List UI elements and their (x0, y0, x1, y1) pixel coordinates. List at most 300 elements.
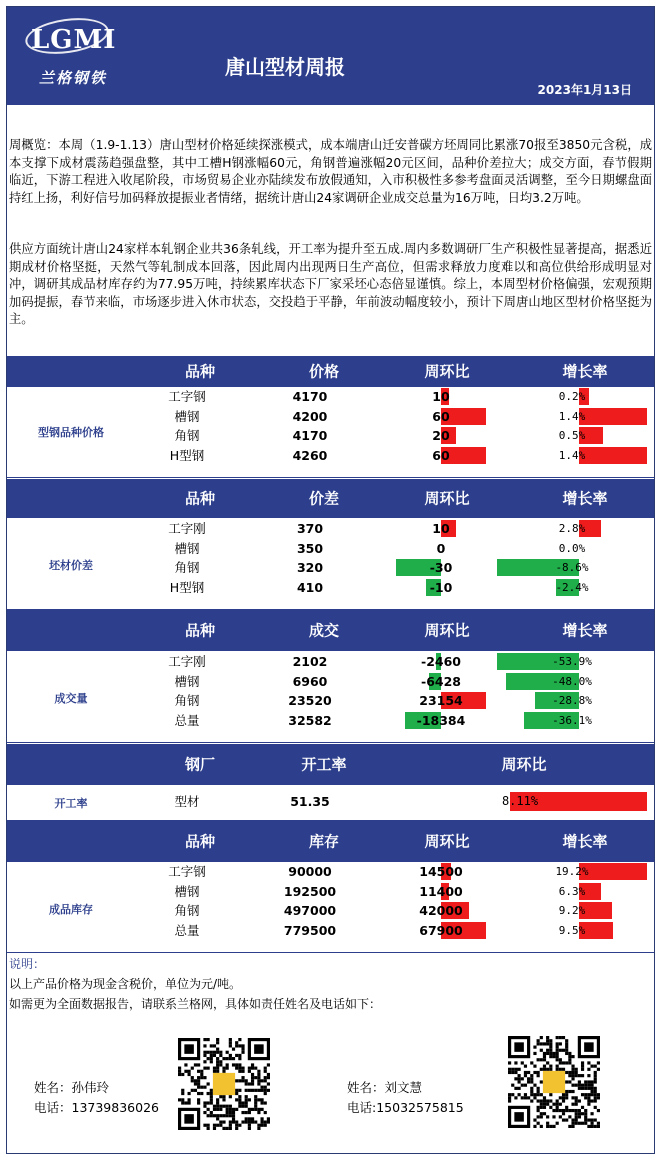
qr-module (571, 1090, 574, 1093)
qr-module (203, 1051, 206, 1054)
change-value: 0 (436, 540, 446, 556)
qr-module (241, 1111, 244, 1114)
qr-module (514, 1068, 517, 1071)
change-cell (396, 862, 486, 881)
qr-module (568, 1090, 571, 1093)
qr-module (226, 1067, 229, 1070)
report-title: 唐山型材周报 (225, 55, 345, 79)
qr-module (222, 1098, 225, 1101)
qr-module (556, 1058, 559, 1061)
qr-module (226, 1063, 229, 1066)
column-header: 品种 (184, 832, 216, 851)
change-value: 10 (432, 521, 450, 536)
qr-module (540, 1103, 543, 1106)
qr-module (267, 1089, 270, 1092)
rate-cell (497, 446, 647, 465)
qr-module (210, 1095, 213, 1098)
table-row (0, 652, 647, 671)
qr-module (549, 1099, 552, 1102)
qr-module (597, 1096, 600, 1099)
qr-module (565, 1080, 568, 1083)
column-header: 增长率 (562, 489, 608, 508)
qr-module (546, 1125, 549, 1128)
qr-module (546, 1115, 549, 1118)
qr-module (229, 1095, 232, 1098)
qr-module (248, 1117, 251, 1120)
rate-cell (497, 691, 647, 710)
row-value: 370 (296, 521, 324, 536)
change-cell (396, 407, 486, 426)
change-value: 60 (432, 408, 450, 424)
qr-module (219, 1108, 222, 1111)
qr-module (232, 1057, 235, 1060)
qr-module (248, 1067, 251, 1070)
qr-module (210, 1111, 213, 1114)
column-header: 价差 (308, 489, 340, 508)
qr-module (254, 1067, 257, 1070)
qr-module (571, 1055, 574, 1058)
qr-module (530, 1080, 533, 1083)
qr-module (546, 1099, 549, 1102)
qr-module (216, 1108, 219, 1111)
qr-module (514, 1071, 517, 1074)
qr-module (556, 1065, 559, 1068)
qr-module (518, 1087, 521, 1090)
qr-module (568, 1061, 571, 1064)
qr-module (562, 1096, 565, 1099)
row-value: 4260 (292, 447, 328, 463)
qr-module (590, 1087, 593, 1090)
qr-module (562, 1109, 565, 1112)
qr-module (581, 1065, 584, 1068)
qr-module (543, 1103, 546, 1106)
qr-module (511, 1093, 514, 1096)
qr-module (546, 1103, 549, 1106)
column-header: 开工率 (301, 755, 347, 774)
qr-module (232, 1117, 235, 1120)
qr-module (575, 1122, 578, 1125)
qr-module (524, 1065, 527, 1068)
qr-module (254, 1076, 257, 1079)
qr-module (584, 1080, 587, 1083)
change-value: -6428 (421, 673, 461, 689)
qr-module (241, 1067, 244, 1070)
qr-module (537, 1109, 540, 1112)
qr-module (251, 1079, 254, 1082)
qr-module (571, 1109, 574, 1112)
qr-module (559, 1096, 562, 1099)
qr-module (546, 1122, 549, 1125)
qr-module (594, 1074, 597, 1077)
qr-module (232, 1048, 235, 1051)
qr-module (203, 1067, 206, 1070)
qr-module (207, 1101, 210, 1104)
row-value: 779500 (283, 922, 337, 938)
qr-module (543, 1058, 546, 1061)
qr-module (565, 1052, 568, 1055)
row-name: 总量 (174, 712, 200, 728)
qr-module (245, 1117, 248, 1120)
qr-module (575, 1118, 578, 1121)
qr-module (568, 1080, 571, 1083)
table-row (0, 407, 647, 426)
qr-module (210, 1057, 213, 1060)
qr-module (267, 1117, 270, 1120)
qr-module (226, 1051, 229, 1054)
qr-module (213, 1105, 216, 1108)
rate-value: 0.0% (558, 541, 586, 555)
row-value: 4170 (292, 389, 328, 404)
column-header: 增长率 (562, 832, 608, 851)
contact-1-phone: 电话：13739836026 (34, 1100, 159, 1115)
qr-module (590, 1118, 593, 1121)
qr-module (571, 1071, 574, 1074)
qr-finder-core (514, 1042, 524, 1052)
qr-module (543, 1106, 546, 1109)
qr-module (232, 1114, 235, 1117)
qr-module (207, 1051, 210, 1054)
qr-module (511, 1068, 514, 1071)
qr-module (184, 1101, 187, 1104)
row-name: 总量 (174, 922, 200, 938)
qr-module (248, 1127, 251, 1130)
qr-module (549, 1093, 552, 1096)
table-row (0, 426, 647, 445)
qr-module (229, 1108, 232, 1111)
qr-module (238, 1070, 241, 1073)
qr-module (597, 1061, 600, 1064)
qr-module (594, 1099, 597, 1102)
qr-module (594, 1090, 597, 1093)
qr-module (540, 1125, 543, 1128)
qr-module (549, 1106, 552, 1109)
table-row (0, 711, 647, 730)
qr-module (219, 1124, 222, 1127)
change-cell (396, 711, 486, 730)
row-value: 23520 (288, 693, 332, 708)
qr-module (267, 1082, 270, 1085)
qr-module (562, 1112, 565, 1115)
rate-cell (497, 921, 647, 940)
qr-module (584, 1084, 587, 1087)
table-row (0, 446, 647, 465)
rate-value: -53.9% (552, 655, 592, 668)
table-row (0, 921, 647, 940)
rate-cell (497, 519, 647, 538)
qr-module (594, 1080, 597, 1083)
qr-module (245, 1105, 248, 1108)
qr-module (197, 1092, 200, 1095)
qr-module (216, 1060, 219, 1063)
row-value: 410 (296, 579, 324, 595)
qr-module (267, 1073, 270, 1076)
qr-module (578, 1109, 581, 1112)
rate-cell (497, 652, 647, 671)
qr-module (260, 1079, 263, 1082)
qr-module (207, 1127, 210, 1130)
qr-module (543, 1055, 546, 1058)
qr-module (226, 1127, 229, 1130)
qr-module (235, 1108, 238, 1111)
qr-module (232, 1063, 235, 1066)
change-value: -10 (429, 579, 453, 595)
qr-module (587, 1087, 590, 1090)
column-header: 周环比 (424, 832, 470, 851)
rate-value: 6.3% (558, 884, 586, 898)
qr-module (188, 1101, 191, 1104)
qr-module (229, 1124, 232, 1127)
qr-module (213, 1044, 216, 1047)
qr-module (254, 1089, 257, 1092)
qr-module (251, 1067, 254, 1070)
qr-module (213, 1051, 216, 1054)
row-value: 192500 (283, 883, 337, 899)
qr-module (219, 1105, 222, 1108)
column-header: 品种 (184, 621, 216, 640)
qr-module (590, 1080, 593, 1083)
qr-module (235, 1127, 238, 1130)
qr-module (530, 1074, 533, 1077)
qr-module (511, 1084, 514, 1087)
qr-module (537, 1122, 540, 1125)
section-label: 型钢品种价格 (38, 426, 104, 439)
qr-module (559, 1061, 562, 1064)
qr-module (194, 1082, 197, 1085)
logo-subtitle: 兰格钢铁 (39, 69, 108, 87)
column-header: 周环比 (501, 755, 547, 774)
qr-module (257, 1098, 260, 1101)
qr-module (210, 1044, 213, 1047)
qr-module (248, 1111, 251, 1114)
qr-module (222, 1120, 225, 1123)
qr-module (524, 1074, 527, 1077)
rate-value: 1.4% (558, 448, 586, 462)
qr-module (527, 1077, 530, 1080)
qr-module (518, 1074, 521, 1077)
table-header-2 (7, 610, 654, 650)
qr-finder-core (184, 1114, 194, 1124)
qr-module (210, 1054, 213, 1057)
qr-module (590, 1065, 593, 1068)
qr-module (587, 1080, 590, 1083)
qr-module (229, 1114, 232, 1117)
qr-module (251, 1117, 254, 1120)
qr-module (540, 1112, 543, 1115)
qr-module (245, 1101, 248, 1104)
qr-module (540, 1058, 543, 1061)
qr-module (584, 1112, 587, 1115)
qr-module (216, 1101, 219, 1104)
rate-cell (497, 426, 647, 445)
qr-module (537, 1115, 540, 1118)
qr-module (241, 1070, 244, 1073)
qr-module (549, 1042, 552, 1045)
rate-value: 9.2% (558, 904, 586, 917)
qr-module (194, 1063, 197, 1066)
change-cell (396, 652, 486, 671)
change-value: 11400 (419, 883, 463, 899)
qr-module (264, 1101, 267, 1104)
qr-module (188, 1073, 191, 1076)
qr-module (181, 1092, 184, 1095)
qr-module (207, 1057, 210, 1060)
table-row (0, 862, 647, 881)
qr-module (540, 1042, 543, 1045)
qr-module (229, 1041, 232, 1044)
qr-module (540, 1115, 543, 1118)
row-value: 90000 (288, 864, 332, 879)
qr-module (216, 1057, 219, 1060)
qr-module (546, 1068, 549, 1071)
qr-module (584, 1093, 587, 1096)
qr-module (260, 1089, 263, 1092)
qr-module (222, 1114, 225, 1117)
qr-module (210, 1114, 213, 1117)
qr-module (191, 1089, 194, 1092)
qr-module (229, 1044, 232, 1047)
change-cell (396, 446, 486, 465)
qr-module (238, 1101, 241, 1104)
qr-module (194, 1089, 197, 1092)
qr-module (556, 1055, 559, 1058)
qr-module (571, 1103, 574, 1106)
qr-module (584, 1118, 587, 1121)
qr-module (226, 1108, 229, 1111)
qr-module (203, 1060, 206, 1063)
qr-module (565, 1106, 568, 1109)
qr-module (597, 1125, 600, 1128)
qr-module (552, 1109, 555, 1112)
qr-module (568, 1074, 571, 1077)
qr-module (562, 1118, 565, 1121)
qr-module (238, 1105, 241, 1108)
qr-module (257, 1127, 260, 1130)
qr-module (559, 1115, 562, 1118)
table-header-0 (7, 356, 654, 386)
qr-module (238, 1063, 241, 1066)
change-value: 23154 (419, 693, 463, 708)
qr-module (260, 1120, 263, 1123)
qr-module (178, 1070, 181, 1073)
qr-module (533, 1052, 536, 1055)
qr-module (194, 1079, 197, 1082)
rate-value: -28.8% (552, 694, 592, 707)
qr-module (257, 1082, 260, 1085)
column-header: 钢厂 (184, 755, 216, 774)
qr-module (578, 1080, 581, 1083)
qr-module (184, 1063, 187, 1066)
qr-module (508, 1093, 511, 1096)
qr-module (226, 1114, 229, 1117)
qr-module (508, 1061, 511, 1064)
qr-module (203, 1086, 206, 1089)
qr-module (575, 1109, 578, 1112)
change-value: 14500 (419, 864, 463, 879)
qr-module (590, 1084, 593, 1087)
qr-module (511, 1071, 514, 1074)
qr-module (514, 1061, 517, 1064)
table-header-4 (7, 821, 654, 861)
qr-module (562, 1093, 565, 1096)
qr-module (571, 1065, 574, 1068)
qr-module (178, 1067, 181, 1070)
qr-module (219, 1063, 222, 1066)
qr-module (219, 1054, 222, 1057)
qr-module (213, 1114, 216, 1117)
qr-module (571, 1125, 574, 1128)
qr-module (197, 1082, 200, 1085)
qr-module (530, 1090, 533, 1093)
qr-module (181, 1101, 184, 1104)
qr-module (238, 1044, 241, 1047)
qr-module (552, 1125, 555, 1128)
qr-module (565, 1109, 568, 1112)
qr-module (207, 1038, 210, 1041)
qr-module (590, 1122, 593, 1125)
qr-module (235, 1067, 238, 1070)
qr-module (587, 1125, 590, 1128)
qr-module (543, 1042, 546, 1045)
qr-module (260, 1108, 263, 1111)
qr-module (238, 1098, 241, 1101)
qr-module (254, 1101, 257, 1104)
qr-module (549, 1125, 552, 1128)
table-row (0, 672, 647, 691)
qr-module (549, 1055, 552, 1058)
qr-module (257, 1076, 260, 1079)
change-cell (396, 672, 486, 691)
qr-module (581, 1074, 584, 1077)
qr-module (521, 1077, 524, 1080)
qr-module (575, 1071, 578, 1074)
qr-module (216, 1063, 219, 1066)
qr-module (203, 1038, 206, 1041)
qr-module (549, 1049, 552, 1052)
qr-module (200, 1076, 203, 1079)
notes-title: 说明： (9, 957, 46, 971)
qr-module (537, 1087, 540, 1090)
qr-module (203, 1105, 206, 1108)
qr-module (248, 1082, 251, 1085)
qr-module (518, 1077, 521, 1080)
qr-module (241, 1101, 244, 1104)
qr-module (540, 1068, 543, 1071)
qr-module (245, 1111, 248, 1114)
qr-module (254, 1098, 257, 1101)
qr-module (238, 1079, 241, 1082)
qr-module (508, 1096, 511, 1099)
qr-module (584, 1122, 587, 1125)
qr-module (235, 1041, 238, 1044)
qr-module (518, 1068, 521, 1071)
qr-module (521, 1084, 524, 1087)
row-name: 槽钢 (174, 883, 200, 899)
change-cell (396, 387, 486, 406)
qr-center-avatar (213, 1073, 235, 1095)
qr-module (210, 1089, 213, 1092)
qr-module (597, 1068, 600, 1071)
row-value: 6960 (292, 673, 328, 689)
qr-module (537, 1074, 540, 1077)
row-value: 4170 (292, 428, 328, 443)
qr-module (232, 1111, 235, 1114)
summary-paragraph-1: 周概览：本周（1.9-1.13）唐山型材价格延续探涨模式，成本端唐山迁安普碳方坯周同比累涨70报至3850元含税，成本支撑下成材震荡趋强盘整，其中工槽H钢涨幅60元，角钢普遍涨幅20元区间，品种价差拉大；成交方面，春节假期临近，下游工程进入收尾阶段，市场贸易企业亦陆续发布放假通知，入市积极性多参考盘面灵活调整，至今日期螺盘面持红上扬，利好信号加码释放提振业者情绪，据统计唐山24家调研企业成交总量为16万吨，日均3.2万吨。 (9, 138, 652, 205)
qr-module (527, 1096, 530, 1099)
qr-module (232, 1108, 235, 1111)
qr-module (533, 1046, 536, 1049)
qr-module (562, 1061, 565, 1064)
qr-module (216, 1041, 219, 1044)
